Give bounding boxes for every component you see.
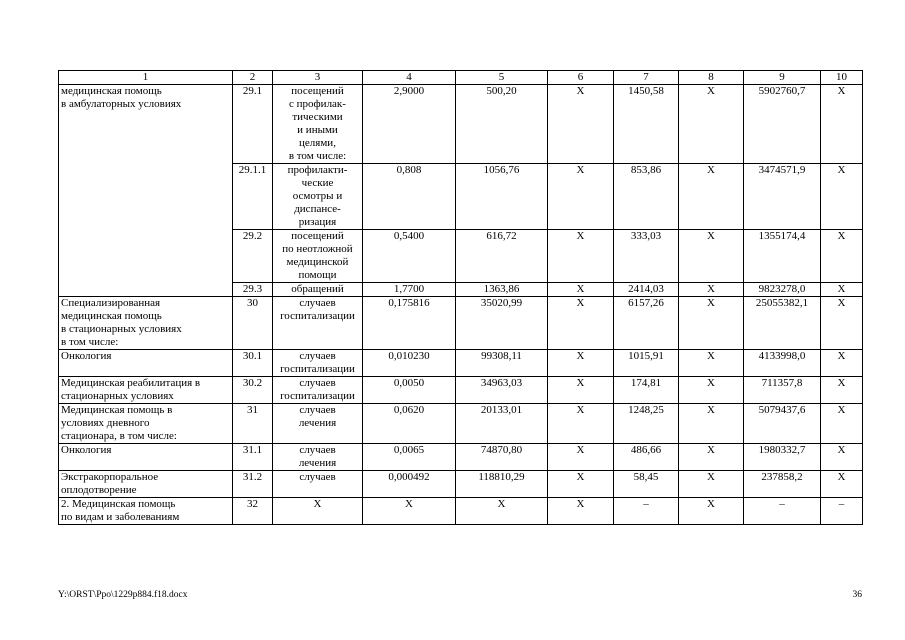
cell-c9: 1980332,7: [744, 444, 821, 471]
row-code: 29.2: [233, 230, 273, 283]
cell-c9: 25055382,1: [744, 297, 821, 350]
cell-c10: Х: [821, 230, 863, 283]
row-unit: случаев лечения: [273, 444, 363, 471]
row-name: 2. Медицинская помощь по видам и заболеваниям: [59, 498, 233, 525]
cell-c5: 34963,03: [456, 377, 548, 404]
row-unit: случаев лечения: [273, 404, 363, 444]
row-code: 30.1: [233, 350, 273, 377]
cell-c10: Х: [821, 283, 863, 297]
header-cell: 4: [363, 71, 456, 85]
row-code: 32: [233, 498, 273, 525]
row-unit: Х: [273, 498, 363, 525]
cell-c10: Х: [821, 471, 863, 498]
row-name: Медицинская помощь в условиях дневного стационара, в том числе:: [59, 404, 233, 444]
table-row: [59, 498, 863, 525]
cell-c6: Х: [548, 444, 614, 471]
row-unit: случаев госпитализации: [273, 297, 363, 350]
cell-c9: 1355174,4: [744, 230, 821, 283]
cell-c7: 333,03: [614, 230, 679, 283]
cell-c9: 237858,2: [744, 471, 821, 498]
row-unit: профилакти- ческие осмотры и диспансе- ризация: [273, 164, 363, 230]
cell-c8: Х: [679, 164, 744, 230]
cell-c6: Х: [548, 297, 614, 350]
cell-c7: –: [614, 498, 679, 525]
cell-c8: Х: [679, 444, 744, 471]
row-code: 31.2: [233, 471, 273, 498]
cell-c8: Х: [679, 297, 744, 350]
cell-c8: Х: [679, 230, 744, 283]
row-unit: случаев: [273, 471, 363, 498]
cell-c6: Х: [548, 164, 614, 230]
table-row: [59, 85, 863, 164]
cell-c8: Х: [679, 377, 744, 404]
row-code: 29.3: [233, 283, 273, 297]
row-code: 29.1.1: [233, 164, 273, 230]
cell-c9: 5079437,6: [744, 404, 821, 444]
cell-c10: Х: [821, 297, 863, 350]
cell-c5: Х: [456, 498, 548, 525]
cell-c10: Х: [821, 377, 863, 404]
cell-c7: 853,86: [614, 164, 679, 230]
table-row: [59, 377, 863, 404]
cell-c8: Х: [679, 404, 744, 444]
cell-c5: 500,20: [456, 85, 548, 164]
cell-c6: Х: [548, 498, 614, 525]
row-name: медицинская помощь в амбулаторных условиях: [59, 85, 233, 297]
cell-c10: Х: [821, 350, 863, 377]
table-header-row: [59, 71, 863, 85]
cell-c10: –: [821, 498, 863, 525]
cell-c7: 1450,58: [614, 85, 679, 164]
cell-c10: Х: [821, 404, 863, 444]
header-cell: 10: [821, 71, 863, 85]
header-cell: 3: [273, 71, 363, 85]
cell-c5: 99308,11: [456, 350, 548, 377]
cell-c5: 616,72: [456, 230, 548, 283]
cell-c4: 1,7700: [363, 283, 456, 297]
page-number: 36: [852, 590, 862, 600]
row-name: Экстракорпоральное оплодотворение: [59, 471, 233, 498]
cell-c10: Х: [821, 444, 863, 471]
header-cell: 6: [548, 71, 614, 85]
table-row: [59, 350, 863, 377]
cell-c4: 0,808: [363, 164, 456, 230]
cell-c6: Х: [548, 85, 614, 164]
cell-c8: Х: [679, 350, 744, 377]
row-name: Онкология: [59, 444, 233, 471]
cell-c4: 2,9000: [363, 85, 456, 164]
cell-c4: 0,175816: [363, 297, 456, 350]
cell-c6: Х: [548, 283, 614, 297]
row-unit: посещений по неотложной медицинской помощи: [273, 230, 363, 283]
row-unit: случаев госпитализации: [273, 350, 363, 377]
cell-c4: 0,0050: [363, 377, 456, 404]
header-cell: 9: [744, 71, 821, 85]
cell-c8: Х: [679, 471, 744, 498]
document-table: [58, 70, 863, 525]
row-name: Медицинская реабилитация в стационарных условиях: [59, 377, 233, 404]
header-cell: 7: [614, 71, 679, 85]
file-path-footer: Y:\ORST\Ppo\1229p884.f18.docx: [58, 590, 188, 600]
row-code: 31.1: [233, 444, 273, 471]
cell-c8: Х: [679, 85, 744, 164]
cell-c9: 3474571,9: [744, 164, 821, 230]
cell-c5: 1363,86: [456, 283, 548, 297]
header-cell: 5: [456, 71, 548, 85]
cell-c10: Х: [821, 85, 863, 164]
header-cell: 8: [679, 71, 744, 85]
header-cell: 2: [233, 71, 273, 85]
row-name: Специализированная медицинская помощь в стационарных условиях в том числе:: [59, 297, 233, 350]
table-row: [59, 471, 863, 498]
cell-c6: Х: [548, 471, 614, 498]
row-name: Онкология: [59, 350, 233, 377]
table-row: [59, 444, 863, 471]
row-unit: случаев госпитализации: [273, 377, 363, 404]
cell-c7: 6157,26: [614, 297, 679, 350]
cell-c5: 74870,80: [456, 444, 548, 471]
cell-c7: 174,81: [614, 377, 679, 404]
cell-c8: Х: [679, 498, 744, 525]
cell-c5: 1056,76: [456, 164, 548, 230]
cell-c4: Х: [363, 498, 456, 525]
cell-c6: Х: [548, 230, 614, 283]
cell-c5: 20133,01: [456, 404, 548, 444]
table-row: [59, 404, 863, 444]
cell-c7: 2414,03: [614, 283, 679, 297]
table-row: [59, 297, 863, 350]
cell-c9: 711357,8: [744, 377, 821, 404]
cell-c6: Х: [548, 377, 614, 404]
cell-c4: 0,010230: [363, 350, 456, 377]
cell-c5: 35020,99: [456, 297, 548, 350]
cell-c5: 118810,29: [456, 471, 548, 498]
cell-c4: 0,0065: [363, 444, 456, 471]
cell-c9: –: [744, 498, 821, 525]
cell-c9: 9823278,0: [744, 283, 821, 297]
row-code: 30.2: [233, 377, 273, 404]
row-code: 29.1: [233, 85, 273, 164]
cell-c4: 0,0620: [363, 404, 456, 444]
row-unit: посещений с профилак- тическими и иными целями, в том числе:: [273, 85, 363, 164]
cell-c9: 4133998,0: [744, 350, 821, 377]
header-cell: 1: [59, 71, 233, 85]
cell-c6: Х: [548, 350, 614, 377]
cell-c6: Х: [548, 404, 614, 444]
cell-c7: 1248,25: [614, 404, 679, 444]
row-code: 31: [233, 404, 273, 444]
cell-c7: 1015,91: [614, 350, 679, 377]
cell-c8: Х: [679, 283, 744, 297]
row-unit: обращений: [273, 283, 363, 297]
cell-c7: 58,45: [614, 471, 679, 498]
cell-c9: 5902760,7: [744, 85, 821, 164]
cell-c10: Х: [821, 164, 863, 230]
row-code: 30: [233, 297, 273, 350]
cell-c4: 0,000492: [363, 471, 456, 498]
cell-c7: 486,66: [614, 444, 679, 471]
cell-c4: 0,5400: [363, 230, 456, 283]
